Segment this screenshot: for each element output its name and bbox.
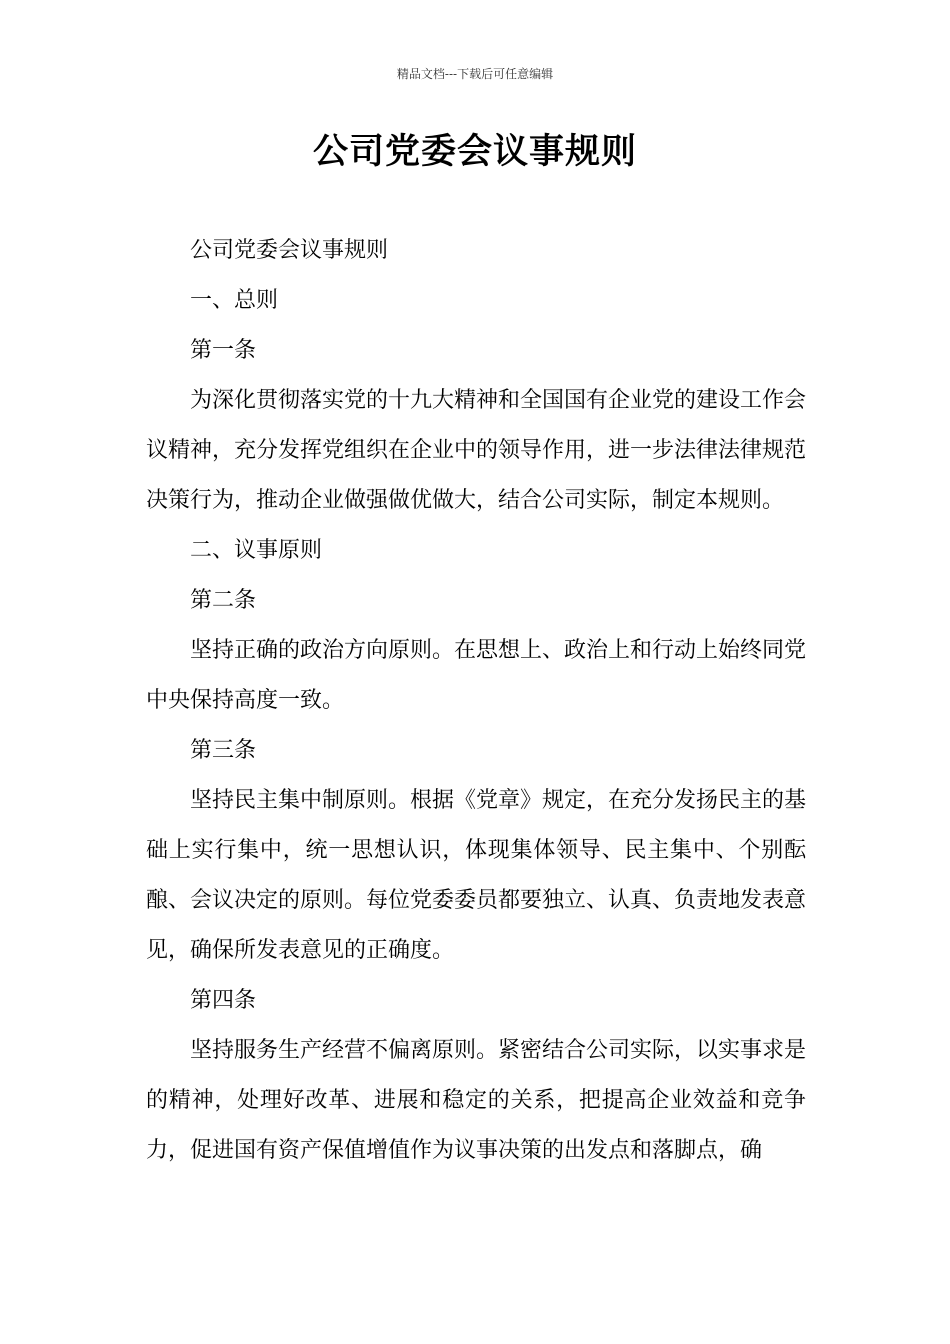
article-heading-1: 第一条 xyxy=(190,338,257,363)
document-title: 公司党委会议事规则 xyxy=(312,132,637,172)
section-heading-general: 一、总则 xyxy=(190,288,279,313)
article-heading-3: 第三条 xyxy=(190,738,257,763)
article-text-1: 为深化贯彻落实党的十九大精神和全国国有企业党的建设工作会议精神，充分发挥党组织在企业中的领导作用，进一步法律法律规范决策行为，推动企业做强做优做大，结合公司实际，制定本规则。 xyxy=(146,388,807,513)
article-heading-4: 第四条 xyxy=(190,988,257,1013)
header-note: 精品文档---下载后可任意编辑 xyxy=(396,67,554,81)
paragraph-subtitle: 公司党委会议事规则 xyxy=(190,238,389,263)
document-body xyxy=(146,226,806,1176)
article-text-4: 坚持服务生产经营不偏离原则。紧密结合公司实际，以实事求是的精神，处理好改革、进展和稳定的关系，把提高企业效益和竞争力，促进国有资产保值增值作为议事决策的出发点和落脚点，确 xyxy=(146,1038,807,1163)
article-heading-2: 第二条 xyxy=(190,588,257,613)
article-text-3: 坚持民主集中制原则。根据《党章》规定，在充分发扬民主的基础上实行集中，统一思想认识，体现集体领导、民主集中、个别酝酿、会议决定的原则。每位党委委员都要独立、认真、负责地发表意见，确保所发表意见的正确度。 xyxy=(146,788,807,963)
article-text-2: 坚持正确的政治方向原则。在思想上、政治上和行动上始终同党中央保持高度一致。 xyxy=(146,638,807,713)
section-heading-principles: 二、议事原则 xyxy=(190,538,323,563)
